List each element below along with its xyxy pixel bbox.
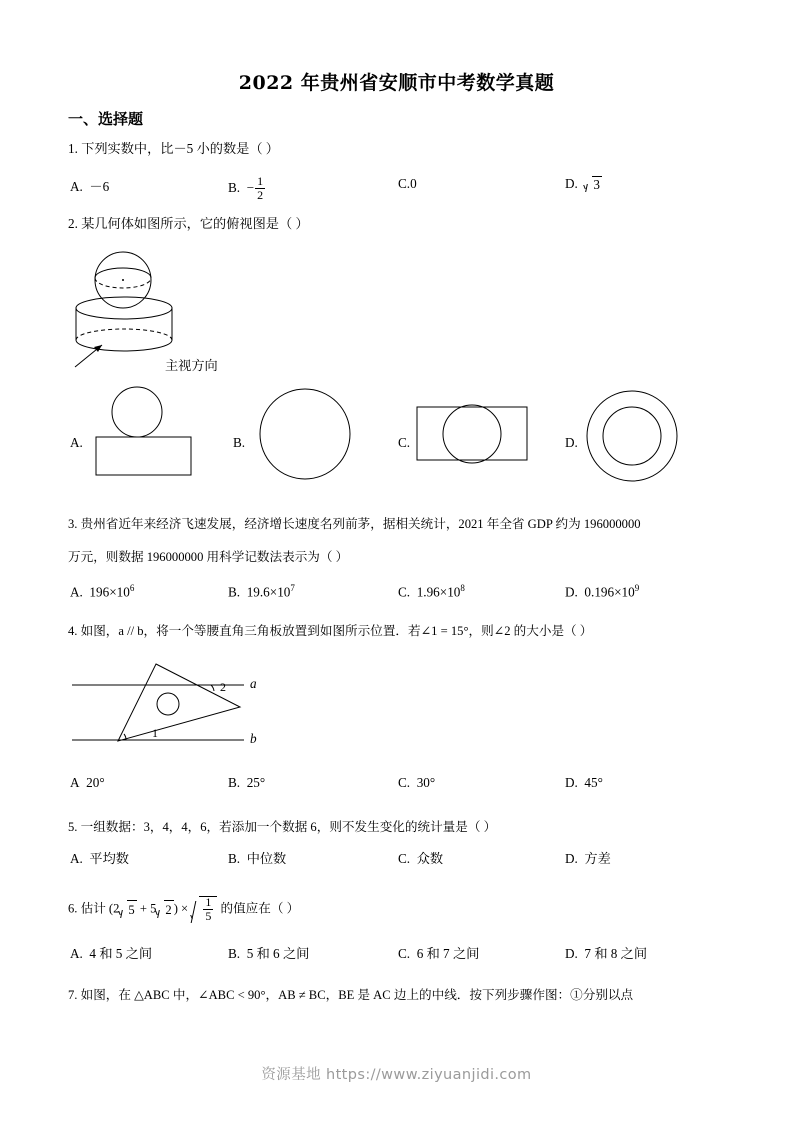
option-exponent: 7 <box>290 583 295 593</box>
option-value: 众数 <box>416 851 444 866</box>
option-value: 45° <box>584 775 603 790</box>
sqrt-icon: 5 <box>119 900 136 919</box>
question-2-option-c-label[interactable]: C. <box>398 435 411 450</box>
option-value-fraction: − $\frac{1}{2}$ <box>246 174 264 202</box>
question-1-stem: 1. 下列实数中，比－5 小的数是（ ） <box>68 141 279 156</box>
question-4-label-angle-1: 1 <box>152 726 158 740</box>
option-label: D. <box>565 176 578 191</box>
question-4-label-angle-2: 2 <box>220 680 226 694</box>
option-value: 196×10 <box>89 584 130 600</box>
question-6-option-d[interactable] <box>565 943 647 962</box>
question-2-figure-direction-label: 主视方向 <box>165 358 218 373</box>
option-label: C. <box>398 584 411 600</box>
question-5-option-a[interactable] <box>70 848 129 867</box>
sqrt-icon: 2 <box>156 900 173 919</box>
option-label: D. <box>565 584 578 600</box>
question-3-option-d[interactable] <box>565 583 639 600</box>
sqrt-icon: $\frac{1}{5}$ <box>191 896 217 923</box>
question-3-stem-line-1: 3. 贵州省近年来经济飞速发展，经济增长速度名列前茅，据相关统计，2021 年全省 GDP 约为 196000000 <box>68 517 641 531</box>
option-label: B. <box>228 851 241 866</box>
question-2-option-c-figure[interactable] <box>415 394 540 479</box>
option-value: 19.6×10 <box>246 584 291 600</box>
question-2-stem: 2. 某几何体如图所示，它的俯视图是（ ） <box>68 216 309 231</box>
question-4-option-b[interactable] <box>228 775 265 791</box>
page-title: 2022 年贵州省安顺市中考数学真题 <box>238 72 555 94</box>
option-value: 方差 <box>584 851 611 866</box>
option-label: A. <box>70 946 83 961</box>
option-label: D. <box>565 851 578 866</box>
question-6-option-b[interactable] <box>228 943 309 962</box>
question-6-stem: 6. 估计 (2 5 + 5 2 ) × $\frac{1}{5}$ 的值应在（ ） <box>68 895 300 923</box>
question-4-option-a[interactable] <box>70 775 105 791</box>
question-4-label-line-b: b <box>250 731 257 746</box>
option-label: B. <box>228 946 241 961</box>
question-5-option-d[interactable] <box>565 848 611 867</box>
question-6-option-c[interactable] <box>398 943 479 962</box>
option-value: 20° <box>86 775 105 790</box>
option-value: 0.196×10 <box>584 584 635 600</box>
sqrt-icon: 3 <box>584 176 602 193</box>
option-label: B. <box>228 584 241 600</box>
option-exponent: 8 <box>460 583 465 593</box>
option-label: C. <box>398 946 411 961</box>
question-4-label-line-a: a <box>250 676 257 691</box>
question-2-option-b-label[interactable]: B. <box>233 435 246 450</box>
section-heading: 一、选择题 <box>68 110 144 128</box>
question-5-stem: 5. 一组数据：3，4，4，6，若添加一个数据 6，则不发生变化的统计量是（ ） <box>68 820 497 834</box>
question-1-option-d[interactable] <box>565 176 602 193</box>
option-label: A. <box>70 851 83 866</box>
question-2-option-b-figure[interactable] <box>250 387 370 482</box>
question-3-option-b[interactable] <box>228 583 295 600</box>
question-6-stem-suffix: 的值应在（ ） <box>220 901 300 916</box>
option-value: －6 <box>89 179 110 194</box>
question-2-option-d-label[interactable]: D. <box>565 435 578 450</box>
option-label: B. <box>228 180 241 196</box>
question-1-option-a[interactable] <box>70 176 109 195</box>
option-label: C. <box>398 176 411 191</box>
question-3-option-a[interactable] <box>70 583 134 600</box>
question-4-option-d[interactable] <box>565 775 603 791</box>
option-label: C. <box>398 775 411 790</box>
option-value: 中位数 <box>246 851 287 866</box>
option-label: A. <box>70 584 83 600</box>
question-2-option-a-label[interactable]: A. <box>70 435 83 450</box>
option-value: 6 和 7 之间 <box>416 946 480 961</box>
option-label: A. <box>70 179 83 194</box>
option-label: D. <box>565 946 578 961</box>
option-label: C. <box>398 851 411 866</box>
question-2-option-a-figure[interactable] <box>88 387 208 482</box>
question-1-option-b[interactable] <box>228 176 266 202</box>
option-value: 4 和 5 之间 <box>89 946 153 961</box>
question-3-option-c[interactable] <box>398 583 465 600</box>
question-3-stem-line-2: 万元，则数据 196000000 用科学记数法表示为（ ） <box>68 550 349 564</box>
option-exponent: 6 <box>129 583 135 593</box>
question-4-option-c[interactable] <box>398 775 435 791</box>
question-2-option-d-figure[interactable] <box>582 387 702 487</box>
question-4-stem: 4. 如图，a // b，将一个等腰直角三角板放置到如图所示位置．若∠1 = 15°，则∠2 的大小是（ ） <box>68 624 593 638</box>
question-5-option-b[interactable] <box>228 848 286 867</box>
option-label: D. <box>565 775 578 790</box>
question-6-stem-prefix: 6. 估计 (2 <box>68 901 120 916</box>
option-value: 25° <box>246 775 266 790</box>
question-5-option-c[interactable] <box>398 848 443 867</box>
footer-watermark: 资源基地 https://www.ziyuanjidi.com <box>261 1067 532 1083</box>
question-4-parallel-lines-figure <box>68 655 268 755</box>
question-6-option-a[interactable] <box>70 943 152 962</box>
option-label: A <box>70 775 80 790</box>
option-value: 平均数 <box>89 851 129 866</box>
question-1-option-c[interactable] <box>398 176 417 192</box>
question-7-stem: 7. 如图，在 △ABC 中，∠ABC < 90°，AB ≠ BC，BE 是 AC 边上的中线．按下列步骤作图：①分别以点 <box>68 988 634 1002</box>
option-value: 1.96×10 <box>416 584 461 600</box>
option-value: 5 和 6 之间 <box>246 946 310 961</box>
option-value: 30° <box>416 775 436 790</box>
option-label: B. <box>228 775 241 790</box>
option-value: 0 <box>410 176 417 191</box>
option-value: 7 和 8 之间 <box>584 946 648 961</box>
option-exponent: 9 <box>634 583 640 593</box>
